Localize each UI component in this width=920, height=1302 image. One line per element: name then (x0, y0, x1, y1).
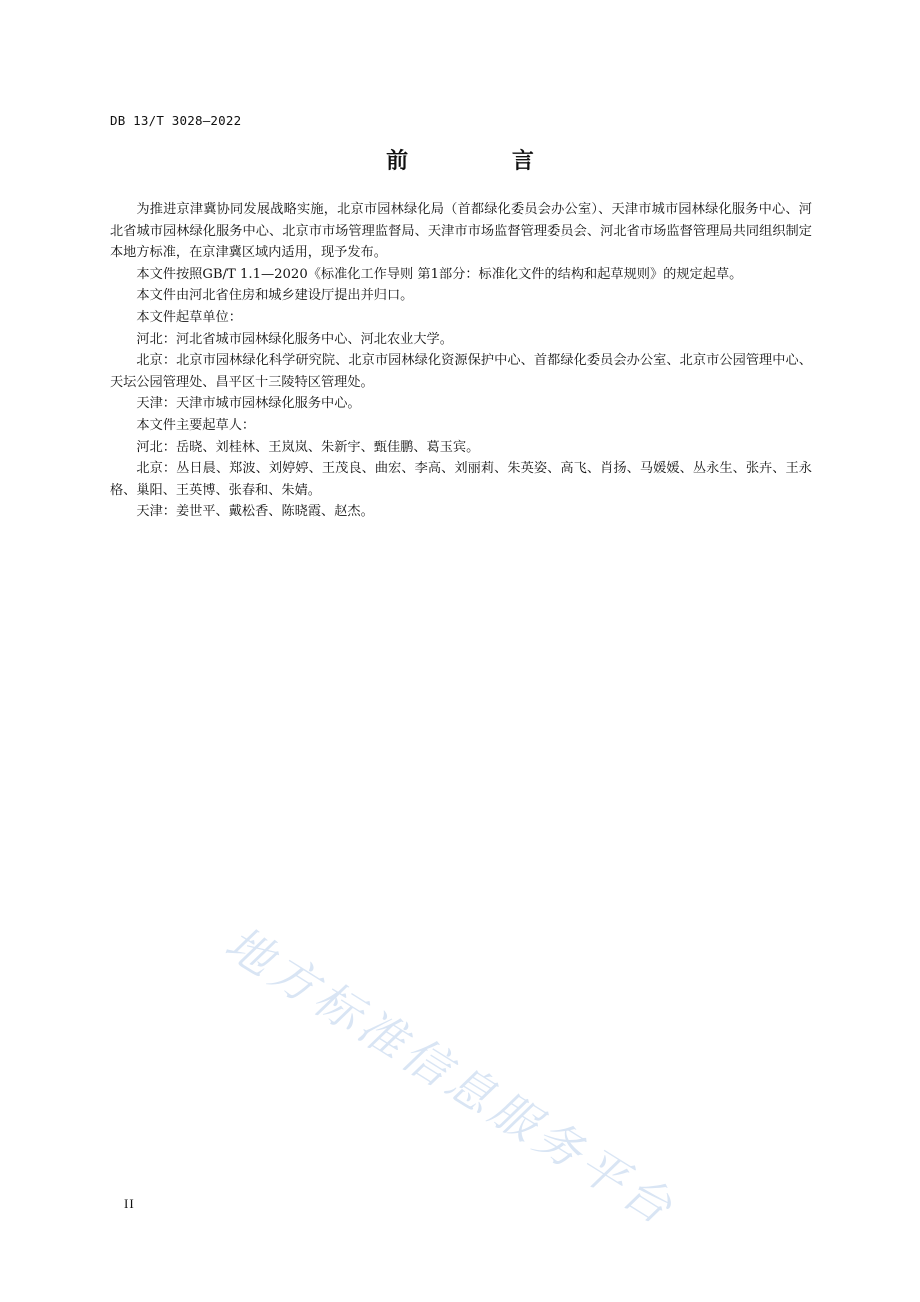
paragraph-drafters-heading: 本文件主要起草人： (136, 417, 256, 433)
paragraph-drafters-hebei: 河北：岳晓、刘桂林、王岚岚、朱新宇、甄佳鹏、葛玉宾。 (136, 439, 480, 455)
foreword-body (110, 199, 812, 523)
paragraph-units-beijing: 北京：北京市园林绿化科学研究院、北京市园林绿化资源保护中心、首都绿化委员会办公室、北京市公园管理中心、天坛公园管理处、昌平区十三陵特区管理处。 (110, 353, 812, 390)
paragraph-intro: 为推进京津冀协同发展战略实施，北京市园林绿化局（首都绿化委员会办公室）、天津市城市园林绿化服务中心、河北省城市园林绿化服务中心、北京市市场管理监督局、天津市市场监督管理委员会、河北省市场监督管理局共同组织制定本地方标准，在京津冀区域内适用，现予发布。 (110, 202, 812, 261)
paragraph-proposer: 本文件由河北省住房和城乡建设厅提出并归口。 (136, 288, 414, 304)
page-title: 前 言 (386, 149, 582, 174)
watermark: 地方标准信息服务平台 (216, 915, 686, 1237)
page-number: II (124, 1196, 135, 1211)
paragraph-drafting-units-heading: 本文件起草单位： (136, 309, 242, 325)
paragraph-drafting-rules: 本文件按照GB/T 1.1—2020《标准化工作导则 第1部分：标准化文件的结构和起草规则》的规定起草。 (136, 266, 743, 282)
paragraph-drafters-tianjin: 天津：姜世平、戴松香、陈晓霞、赵杰。 (136, 504, 374, 520)
paragraph-units-tianjin: 天津：天津市城市园林绿化服务中心。 (136, 396, 361, 412)
standard-code: DB 13/T 3028—2022 (110, 113, 242, 128)
paragraph-drafters-beijing: 北京：丛日晨、郑波、刘婷婷、王茂良、曲宏、李高、刘丽莉、朱英姿、高飞、肖扬、马媛媛、丛永生、张卉、王永格、巢阳、王英博、张春和、朱婧。 (110, 461, 812, 498)
paragraph-units-hebei: 河北：河北省城市园林绿化服务中心、河北农业大学。 (136, 331, 453, 347)
